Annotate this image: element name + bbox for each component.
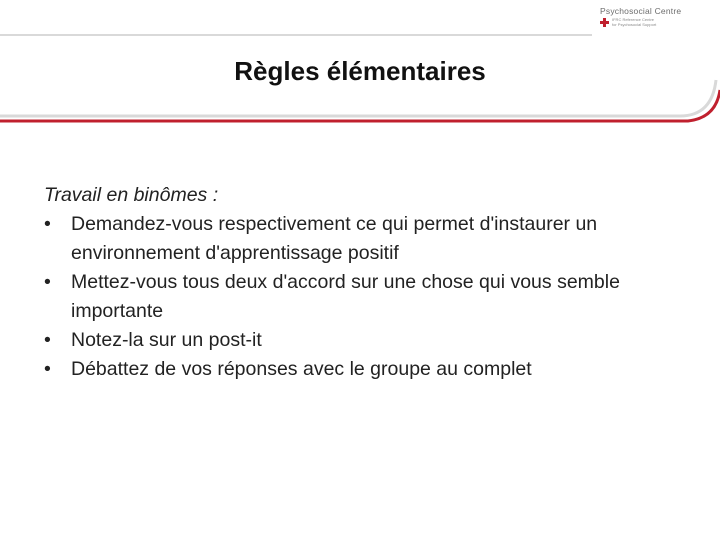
bullet-text: Demandez-vous respectivement ce qui permet d'instaurer un environnement d'apprentissage positif [71, 213, 598, 264]
bullet-item [44, 268, 694, 326]
bullet-item [44, 210, 694, 268]
psychosocial-centre-logo [596, 6, 716, 32]
bullet-dot: • [44, 329, 51, 351]
slide-title: Règles élémentaires [234, 56, 486, 86]
bullet-text: Débattez de vos réponses avec le groupe au complet [71, 358, 532, 380]
logo-sub-line2: for Psychosocial Support [612, 21, 657, 27]
bullet-dot: • [44, 358, 51, 380]
bullet-text: Notez-la sur un post-it [71, 329, 262, 351]
logo-sub-line1: IFRC Reference Centre [612, 17, 655, 22]
intro-text: Travail en binômes : [44, 184, 219, 206]
red-cross-icon [600, 18, 609, 27]
bullet-list [44, 210, 694, 384]
logo-subtitle [612, 18, 656, 27]
bullet-item [44, 326, 694, 355]
bullet-dot: • [44, 213, 51, 235]
slide-body [44, 181, 694, 384]
logo-name: Psychosocial Centre [600, 6, 682, 16]
bullet-item [44, 355, 694, 384]
bullet-text: Mettez-vous tous deux d'accord sur une chose qui vous semble importante [71, 271, 620, 322]
bullet-dot: • [44, 271, 51, 293]
